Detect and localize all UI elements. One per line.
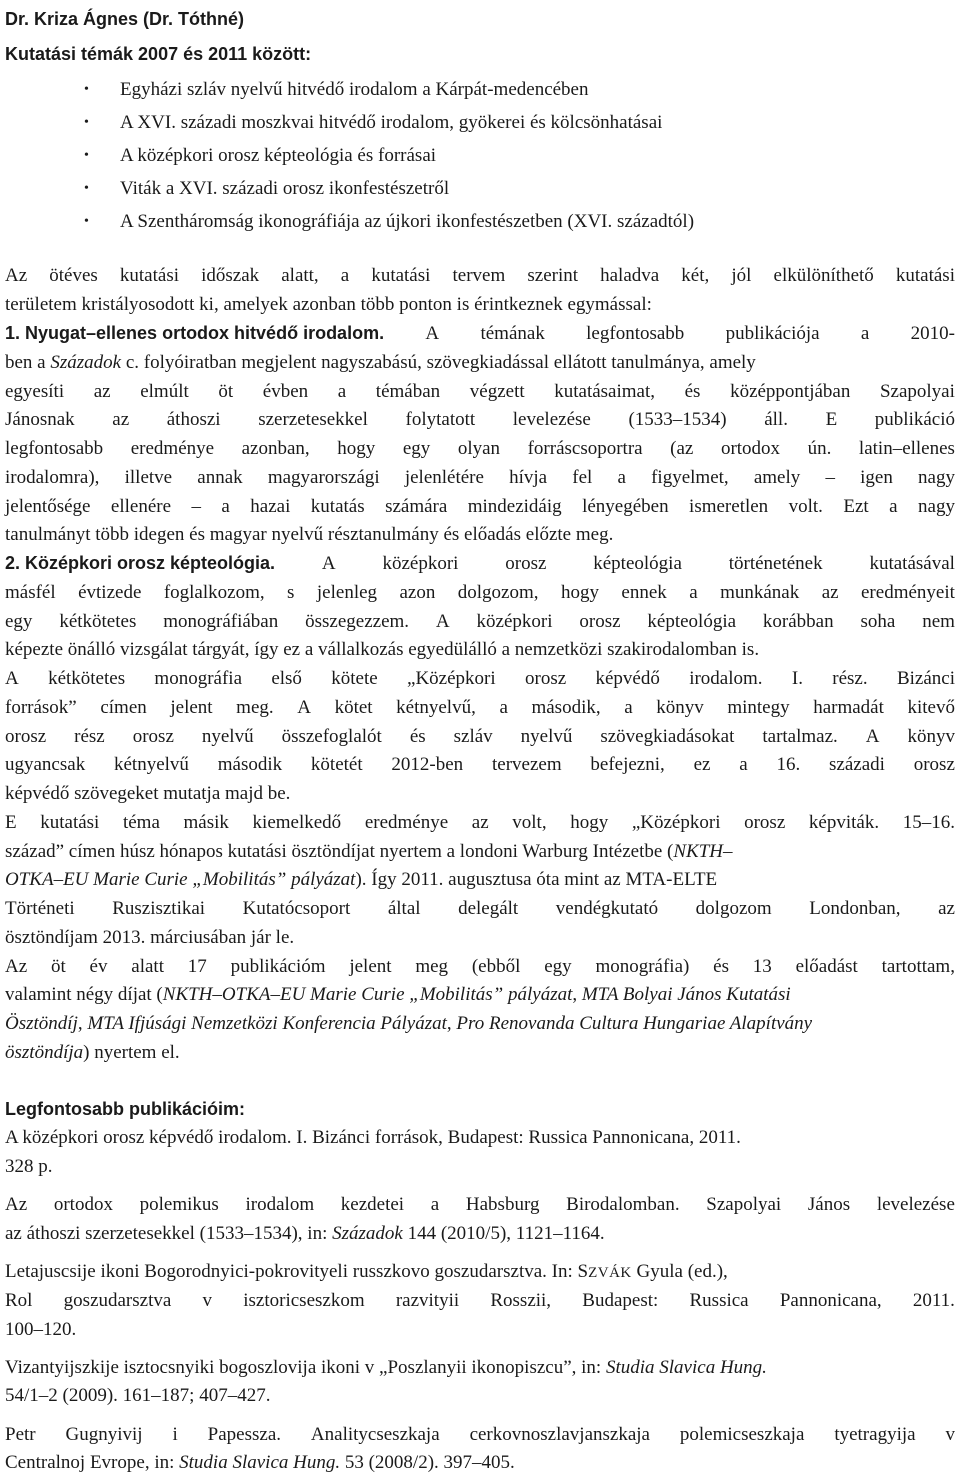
summary-line: ösztöndíja) nyertem el.: [5, 1042, 180, 1063]
word: foglalkozom,: [163, 582, 265, 603]
word: Szapolyai: [706, 1194, 782, 1215]
word: másik: [183, 812, 229, 833]
word: Rol: [5, 1290, 33, 1311]
word: alatt,: [281, 265, 319, 286]
word: volt,: [512, 812, 547, 833]
summary-line: valamint négy díjat (NKTH–OTKA–EU Marie Curie „Mobilitás” pályázat, MTA Bolyai János Kutatási: [5, 984, 791, 1005]
word: mindezidáig: [467, 496, 562, 517]
word: 15–16.: [902, 812, 955, 833]
publication-entry: [5, 1425, 955, 1444]
word: harmadát: [813, 697, 884, 718]
word: a: [337, 381, 347, 402]
topic-item: Viták a XVI. századi orosz ikonfestészetről: [120, 178, 450, 199]
publication-entry: az áthoszi szerzetesekkel (1533–1534), in: Századok 144 (2010/5), 1121–1164.: [5, 1223, 605, 1244]
word: nem: [922, 611, 955, 632]
word: eredményeit: [861, 582, 955, 603]
word: levelezése: [512, 409, 591, 430]
word: Bizánci: [896, 668, 955, 689]
word: téma: [122, 812, 160, 833]
word: nyelvű: [520, 726, 573, 747]
word: lényegében: [582, 496, 669, 517]
word: hogy: [570, 812, 609, 833]
word: razvityii: [395, 1290, 460, 1311]
word: egy: [544, 956, 572, 977]
word: könyv: [656, 697, 704, 718]
word: 2010-: [910, 323, 955, 344]
word: kutatás: [310, 496, 365, 517]
word: egyesíti: [5, 381, 65, 402]
word: befejezni,: [590, 754, 665, 775]
word: ismeretlen: [689, 496, 769, 517]
word: Pannonicana,: [779, 1290, 882, 1311]
word: fel: [572, 467, 593, 488]
word: képvédő: [595, 668, 660, 689]
word: és: [684, 381, 701, 402]
word: 2012-ben: [391, 754, 464, 775]
word: orosz: [5, 726, 47, 747]
word: publikációm: [230, 956, 326, 977]
word: forráscsoportra: [527, 438, 643, 459]
word: publikáció: [874, 409, 955, 430]
word: dolgozom: [695, 898, 772, 919]
publication-entry: [5, 1195, 955, 1214]
section1-line: [5, 439, 955, 458]
word: vendégkutató: [555, 898, 659, 919]
word: tervezem: [491, 754, 562, 775]
word: rész: [74, 726, 105, 747]
word: –: [191, 496, 201, 517]
word: az: [112, 409, 130, 430]
word: összefoglalót: [281, 726, 382, 747]
section2-line: képezte önálló vizsgálat tárgyát, így ez a vállalkozás egyedülálló a nemzetközi szakirodalomban is.: [5, 639, 760, 660]
word: Petr: [5, 1424, 36, 1445]
bullet-icon: •: [84, 181, 89, 196]
word: (1533–1534): [628, 409, 727, 430]
word: figyelmet,: [651, 467, 729, 488]
word: jelenleg: [316, 582, 378, 603]
word: Az: [5, 956, 28, 977]
word: kutatási: [40, 812, 100, 833]
word: irodalom: [245, 1194, 315, 1215]
journal-name: Századok: [50, 352, 122, 373]
word: cerkovnoszlavjanszkaja: [469, 1424, 650, 1445]
word: kutatási: [119, 265, 179, 286]
word: szláv: [453, 726, 493, 747]
word: képteológia: [647, 611, 737, 632]
word: A: [321, 553, 336, 574]
word: polemikus: [139, 1194, 219, 1215]
topics-title: Kutatási témák 2007 és 2011 között:: [5, 44, 312, 64]
publication-entry: [5, 1291, 955, 1310]
word: folytatott: [405, 409, 476, 430]
word: legfontosabb: [5, 438, 104, 459]
word: a: [340, 265, 350, 286]
word: Jánosnak: [5, 409, 75, 430]
bullet-icon: •: [84, 82, 89, 97]
section2-heading: 2. Középkori orosz képteológia.: [5, 553, 276, 573]
word: a: [221, 496, 230, 517]
word: kétnyelvű: [114, 754, 189, 775]
word: E: [825, 409, 838, 430]
publication-entry: Vizantyijszkije isztocsnyiki bogoszlovija ikoni v „Poszlanyii ikonopiszcu”, in: Studia Slavica Hung.: [5, 1357, 767, 1378]
word: jelent: [170, 697, 213, 718]
word: korábban: [762, 611, 834, 632]
publication-entry: 100–120.: [5, 1319, 77, 1340]
summary-line: Ösztöndíj, MTA Ifjúsági Nemzetközi Konferencia Pályázat, Pro Renovanda Cultura Hungariae Alapítvány: [5, 1013, 813, 1034]
publication-entry: A középkori orosz képvédő irodalom. I. Bizánci források, Budapest: Russica Pannonicana, 2011.: [5, 1127, 741, 1148]
word: kétnyelvű,: [396, 697, 476, 718]
word: Londonban,: [809, 898, 901, 919]
word: publikációja: [725, 323, 820, 344]
word: jól: [731, 265, 752, 286]
word: a: [860, 323, 870, 344]
word: időszak: [201, 265, 260, 286]
word: ún.: [807, 438, 832, 459]
word: isztoricseszkom: [243, 1290, 365, 1311]
word: szerint: [527, 265, 579, 286]
word: tervem: [452, 265, 506, 286]
section1-line: [5, 468, 955, 487]
word: második,: [531, 697, 601, 718]
word: századi: [829, 754, 885, 775]
topic-item: A XVI. századi moszkvai hitvédő irodalom, gyökerei és kölcsönhatásai: [120, 112, 663, 133]
word: A: [425, 323, 440, 344]
section1-line: [5, 382, 955, 401]
word: források”: [5, 697, 77, 718]
section2-line: [5, 698, 955, 717]
word: „Középkori: [631, 812, 721, 833]
word: második: [217, 754, 283, 775]
word: mintegy: [727, 697, 790, 718]
publication-entry: 54/1–2 (2009). 161–187; 407–427.: [5, 1385, 271, 1406]
word: ötéves: [49, 265, 98, 286]
word: Rosszii,: [490, 1290, 552, 1311]
word: levelezése: [876, 1194, 955, 1215]
word: polemicseszkaja: [679, 1424, 805, 1445]
word: (az: [670, 438, 694, 459]
topic-item: A Szentháromság ikonográfiája az újkori ikonfestészetben (XVI. századtól): [120, 211, 695, 232]
word: kutatásával: [869, 553, 955, 574]
word: jelenlétére: [404, 467, 484, 488]
intro-line: [5, 266, 955, 285]
word: 13: [752, 956, 772, 977]
word: munkának: [720, 582, 800, 603]
word: kötet: [334, 697, 373, 718]
word: kutatási: [895, 265, 955, 286]
word: Ezt: [843, 496, 869, 517]
word: Budapest:: [582, 1290, 659, 1311]
word: azonban,: [241, 438, 310, 459]
section2-line: képvédő szövegeket mutatja majd be.: [5, 783, 291, 804]
word: a: [617, 467, 626, 488]
word: Habsburg: [465, 1194, 540, 1215]
word: orosz: [525, 668, 567, 689]
word: ortodox: [720, 438, 781, 459]
word: kitevő: [907, 697, 955, 718]
bullet-icon: •: [84, 214, 89, 229]
word: orosz: [579, 611, 621, 632]
word: 17: [187, 956, 207, 977]
word: szövegkiadásokat: [600, 726, 735, 747]
word: rész.: [832, 668, 868, 689]
word: E: [5, 812, 17, 833]
word: képviták.: [808, 812, 880, 833]
word: kötete: [331, 668, 378, 689]
word: monográfia): [595, 956, 690, 977]
word: (ebből: [471, 956, 521, 977]
word: ugyancsak: [5, 754, 86, 775]
word: i: [172, 1424, 178, 1445]
word: jelent: [349, 956, 392, 977]
word: annak: [197, 467, 243, 488]
topic-item: Egyházi szláv nyelvű hitvédő irodalom a Kárpát-medencében: [120, 79, 589, 100]
word: Az: [5, 1194, 28, 1215]
section1-line-1: [5, 324, 955, 343]
word: évben: [262, 381, 309, 402]
word: v: [945, 1424, 955, 1445]
word: haladva: [600, 265, 660, 286]
word: hívja: [509, 467, 548, 488]
word: eredménye: [364, 812, 449, 833]
word: legfontosabb: [586, 323, 685, 344]
word: A: [435, 611, 450, 632]
word: ez: [693, 754, 711, 775]
word: A: [297, 697, 311, 718]
word: és: [713, 956, 729, 977]
word: –: [825, 467, 835, 488]
word: Analitycseszkaja: [310, 1424, 440, 1445]
word: témának: [480, 323, 545, 344]
word: A: [5, 668, 19, 689]
word: meg.: [236, 697, 274, 718]
word: amely: [753, 467, 801, 488]
word: áthoszi: [166, 409, 221, 430]
word: elmúlt: [140, 381, 189, 402]
bullet-icon: •: [84, 115, 89, 130]
word: tartottam,: [881, 956, 955, 977]
topic-item: A középkori orosz képteológia és forrásai: [120, 145, 437, 166]
word: Kutatócsoport: [242, 898, 351, 919]
word: Ruszisztikai: [112, 898, 206, 919]
word: dolgozom,: [457, 582, 539, 603]
word: középpontjában: [730, 381, 851, 402]
word: nagy: [918, 496, 955, 517]
author-name: Dr. Kriza Ágnes (Dr. Tóthné): [5, 9, 245, 29]
word: által: [387, 898, 421, 919]
word: nagy: [918, 467, 955, 488]
word: monográfiában: [163, 611, 279, 632]
word: középkori: [476, 611, 553, 632]
word: kiemelkedő: [252, 812, 342, 833]
section2-line: [5, 583, 955, 602]
section2-line: [5, 755, 955, 774]
word: kötetét: [310, 754, 363, 775]
word: orosz: [744, 812, 786, 833]
word: kétkötetes: [59, 611, 137, 632]
word: az: [938, 898, 955, 919]
section2-line-1: [5, 554, 955, 573]
word: történetének: [728, 553, 823, 574]
word: az: [821, 582, 839, 603]
word: kezdetei: [340, 1194, 405, 1215]
word: hogy: [337, 438, 376, 459]
section1-line: [5, 410, 955, 429]
word: számára: [385, 496, 448, 517]
word: másfél: [5, 582, 56, 603]
word: ortodox: [53, 1194, 113, 1215]
word: magyarországi: [267, 467, 380, 488]
word: hazai: [250, 496, 291, 517]
word: A: [865, 726, 880, 747]
word: Történeti: [5, 898, 75, 919]
publication-entry: Centralnoj Evrope, in: Studia Slavica Hung. 53 (2008/2). 397–405.: [5, 1452, 515, 1473]
word: szerzetesekkel: [258, 409, 368, 430]
word: igen: [860, 467, 893, 488]
word: címen: [100, 697, 147, 718]
word: Russica: [689, 1290, 749, 1311]
summary-line: [5, 957, 955, 976]
word: a: [624, 697, 633, 718]
word: Szapolyai: [879, 381, 955, 402]
outcome-line: [5, 813, 955, 832]
word: delegált: [458, 898, 519, 919]
word: kutatási: [371, 265, 431, 286]
word: azon: [399, 582, 436, 603]
word: 2011.: [912, 1290, 955, 1311]
word: két,: [681, 265, 710, 286]
word: soha: [860, 611, 896, 632]
word: orosz: [505, 553, 547, 574]
section1-line-2: ben a Századok c. folyóiratban megjelent nagyszabású, szövegkiadással ellátott tanulmánya, amely: [5, 352, 756, 373]
word: eredménye: [130, 438, 215, 459]
section1-heading: 1. Nyugat–ellenes ortodox hitvédő irodalom.: [5, 323, 385, 343]
word: a: [689, 582, 698, 603]
word: meg: [415, 956, 449, 977]
word: monográfia: [154, 668, 242, 689]
word: v: [202, 1290, 213, 1311]
word: egy: [402, 438, 431, 459]
word: ennek: [621, 582, 667, 603]
word: kétkötetes: [48, 668, 126, 689]
word: Gugnyivij: [65, 1424, 143, 1445]
word: alatt: [131, 956, 164, 977]
word: végzett: [469, 381, 525, 402]
word: illetve: [124, 467, 173, 488]
intro-line: területem kristályosodott ki, amelyek azonban több ponton is érintkeznek egymással:: [5, 294, 652, 315]
word: és: [409, 726, 426, 747]
word: latin–ellenes: [858, 438, 955, 459]
section2-line: [5, 612, 955, 631]
word: évtizede: [78, 582, 142, 603]
word: irodalomra),: [5, 467, 100, 488]
word: orosz: [913, 754, 955, 775]
word: olyan: [457, 438, 501, 459]
word: a: [889, 496, 898, 517]
word: s: [287, 582, 295, 603]
word: témában: [375, 381, 441, 402]
word: középkori: [382, 553, 459, 574]
word: Birodalomban.: [566, 1194, 680, 1215]
word: I.: [791, 668, 803, 689]
word: könyv: [907, 726, 955, 747]
word: tartalmaz.: [762, 726, 838, 747]
word: az: [471, 812, 489, 833]
section1-line: [5, 497, 955, 516]
word: összegezzem.: [305, 611, 410, 632]
publication-entry: 328 p.: [5, 1156, 53, 1177]
section1-line: tanulmányt több idegen és magyar nyelvű résztanulmány és előadás előzte meg.: [5, 524, 614, 545]
word: áll.: [764, 409, 788, 430]
word: goszudarsztva: [63, 1290, 172, 1311]
word: a: [430, 1194, 440, 1215]
word: a: [499, 697, 508, 718]
word: öt: [218, 381, 234, 402]
word: ellenére: [110, 496, 172, 517]
word: az: [93, 381, 111, 402]
word: orosz: [132, 726, 174, 747]
word: első: [271, 668, 302, 689]
word: 16.: [776, 754, 801, 775]
word: a: [739, 754, 748, 775]
word: János: [807, 1194, 851, 1215]
publications-heading: Legfontosabb publikációim:: [5, 1099, 246, 1119]
word: Papessza.: [207, 1424, 282, 1445]
word: „Középkori: [407, 668, 496, 689]
outcome-line: század” címen húsz hónapos kutatási ösztöndíjat nyertem a londoni Warburg Intézetbe (NKTH–: [5, 841, 733, 862]
outcome-line: OTKA–EU Marie Curie „Mobilitás” pályázat). Így 2011. augusztusa óta mint az MTA-ELTE: [5, 869, 718, 890]
bullet-icon: •: [84, 148, 89, 163]
word: év: [89, 956, 108, 977]
word: kutatásaimat,: [554, 381, 656, 402]
word: volt.: [788, 496, 823, 517]
publication-entry: Letajuscsije ikoni Bogorodnyici-pokrovityeli russzkovo goszudarsztva. In: SZVÁK Gyula (ed.),: [5, 1261, 728, 1282]
section2-line: [5, 727, 955, 746]
word: Az: [5, 265, 28, 286]
outcome-line: ösztöndíjam 2013. márciusában jár le.: [5, 927, 295, 948]
word: jelentősége: [5, 496, 91, 517]
word: nyelvű: [201, 726, 254, 747]
word: hogy: [560, 582, 599, 603]
word: öt: [50, 956, 66, 977]
word: tyetragyija: [834, 1424, 916, 1445]
word: egy: [5, 611, 33, 632]
section2-line: [5, 669, 955, 688]
word: előadást: [795, 956, 858, 977]
word: irodalom.: [689, 668, 763, 689]
word: elkülöníthető: [773, 265, 874, 286]
word: képteológia: [593, 553, 682, 574]
outcome-line: [5, 899, 955, 918]
